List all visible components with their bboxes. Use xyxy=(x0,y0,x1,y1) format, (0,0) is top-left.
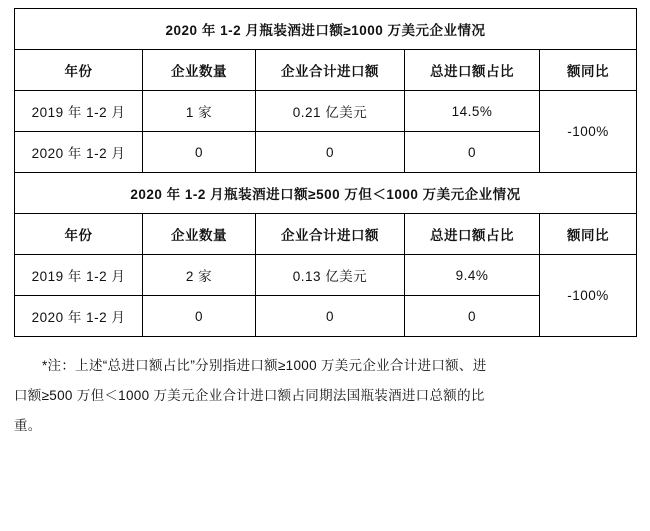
cell-company-count: 0 xyxy=(143,296,256,337)
cell-total-import-value: 0.21 亿美元 xyxy=(256,91,405,132)
table-row xyxy=(15,255,637,296)
column-header-company-count: 企业数量 xyxy=(143,50,256,91)
column-header-yoy: 额同比 xyxy=(540,214,637,255)
column-header-share: 总进口额占比 xyxy=(405,214,540,255)
table-title-row xyxy=(15,173,637,214)
cell-year: 2020 年 1-2 月 xyxy=(15,132,143,173)
column-header-share: 总进口额占比 xyxy=(405,50,540,91)
footnote-line-1: *注：上述“总进口额占比”分别指进口额≥1000 万美元企业合计进口额、进 xyxy=(42,358,487,373)
cell-company-count: 2 家 xyxy=(143,255,256,296)
cell-share: 0 xyxy=(405,296,540,337)
column-header-year: 年份 xyxy=(15,214,143,255)
cell-year: 2020 年 1-2 月 xyxy=(15,296,143,337)
table-title: 2020 年 1-2 月瓶装酒进口额≥1000 万美元企业情况 xyxy=(15,9,637,50)
cell-year: 2019 年 1-2 月 xyxy=(15,91,143,132)
cell-share: 14.5% xyxy=(405,91,540,132)
footnote xyxy=(14,351,636,441)
table-title-row xyxy=(15,9,637,50)
column-header-total-import-value: 企业合计进口额 xyxy=(256,50,405,91)
cell-year: 2019 年 1-2 月 xyxy=(15,255,143,296)
column-header-yoy: 额同比 xyxy=(540,50,637,91)
cell-yoy: -100% xyxy=(540,255,637,337)
cell-total-import-value: 0 xyxy=(256,132,405,173)
table-header-row xyxy=(15,50,637,91)
column-header-year: 年份 xyxy=(15,50,143,91)
table-row xyxy=(15,91,637,132)
footnote-line-3: 重。 xyxy=(14,418,42,433)
import-value-table-1 xyxy=(14,8,637,337)
cell-company-count: 0 xyxy=(143,132,256,173)
cell-share: 0 xyxy=(405,132,540,173)
table-title: 2020 年 1-2 月瓶装酒进口额≥500 万但＜1000 万美元企业情况 xyxy=(15,173,637,214)
cell-company-count: 1 家 xyxy=(143,91,256,132)
cell-total-import-value: 0.13 亿美元 xyxy=(256,255,405,296)
footnote-line-2: 口额≥500 万但＜1000 万美元企业合计进口额占同期法国瓶装酒进口总额的比 xyxy=(14,388,485,403)
column-header-total-import-value: 企业合计进口额 xyxy=(256,214,405,255)
cell-share: 9.4% xyxy=(405,255,540,296)
cell-yoy: -100% xyxy=(540,91,637,173)
cell-total-import-value: 0 xyxy=(256,296,405,337)
column-header-company-count: 企业数量 xyxy=(143,214,256,255)
table-header-row xyxy=(15,214,637,255)
